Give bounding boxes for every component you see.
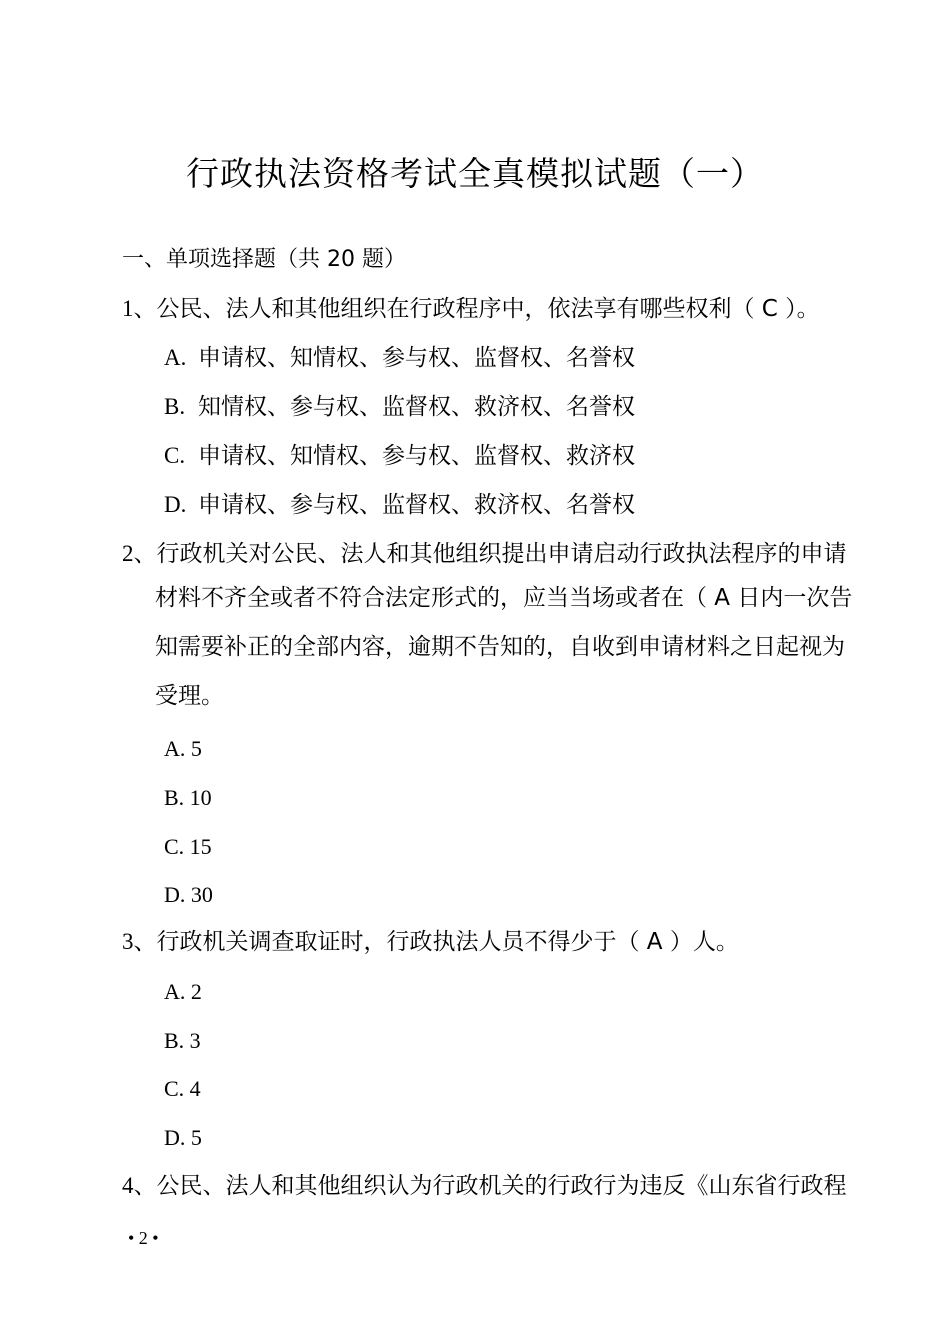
page-number: • 2 • xyxy=(128,1228,159,1248)
question-2-line-2: 材料不齐全或者不符合法定形式的，应当当场或者在（ A 日内一次告 xyxy=(155,585,853,611)
option-text: 申请权、参与权、监督权、救济权、名誉权 xyxy=(198,492,635,518)
option-2c: C. 15 xyxy=(164,834,212,859)
question-1 xyxy=(122,293,820,325)
option-1d xyxy=(164,489,635,521)
question-2 xyxy=(122,538,847,570)
question-text: 公民、法人和其他组织在行政程序中，依法享有哪些权利（ C ）。 xyxy=(156,296,820,322)
section-heading: 一、单项选择题（共 20 题） xyxy=(122,247,406,272)
option-text: 申请权、知情权、参与权、监督权、名誉权 xyxy=(198,345,635,371)
option-3d: D. 5 xyxy=(164,1125,202,1150)
question-number: 4、 xyxy=(122,1173,157,1198)
option-letter: B. xyxy=(164,394,186,419)
option-3c: C. 4 xyxy=(164,1076,201,1101)
document-title: 行政执法资格考试全真模拟试题（一） xyxy=(186,154,764,193)
option-text: 知情权、参与权、监督权、救济权、名誉权 xyxy=(198,394,635,420)
question-number: 2、 xyxy=(122,541,157,566)
option-1a xyxy=(164,342,635,374)
question-4 xyxy=(122,1170,847,1202)
option-letter: D. xyxy=(164,492,187,517)
question-2-line-4: 受理。 xyxy=(155,683,224,709)
question-3 xyxy=(122,926,739,958)
question-text: 行政机关对公民、法人和其他组织提出申请启动行政执法程序的申请 xyxy=(156,541,847,567)
option-1c xyxy=(164,440,635,472)
option-2d: D. 30 xyxy=(164,882,213,907)
question-text: 公民、法人和其他组织认为行政机关的行政行为违反《山东省行政程 xyxy=(156,1173,847,1199)
question-2-line-3: 知需要补正的全部内容，逾期不告知的，自收到申请材料之日起视为 xyxy=(155,634,845,660)
question-number: 3、 xyxy=(122,929,157,954)
question-number: 1、 xyxy=(122,296,157,321)
option-2b: B. 10 xyxy=(164,785,212,810)
option-3a: A. 2 xyxy=(164,979,202,1004)
option-2a: A. 5 xyxy=(164,736,202,761)
option-1b xyxy=(164,391,635,423)
option-text: 申请权、知情权、参与权、监督权、救济权 xyxy=(198,443,635,469)
question-text: 行政机关调查取证时，行政执法人员不得少于（ A ）人。 xyxy=(156,929,739,955)
option-letter: A. xyxy=(164,345,187,370)
option-3b: B. 3 xyxy=(164,1028,201,1053)
option-letter: C. xyxy=(164,443,186,468)
